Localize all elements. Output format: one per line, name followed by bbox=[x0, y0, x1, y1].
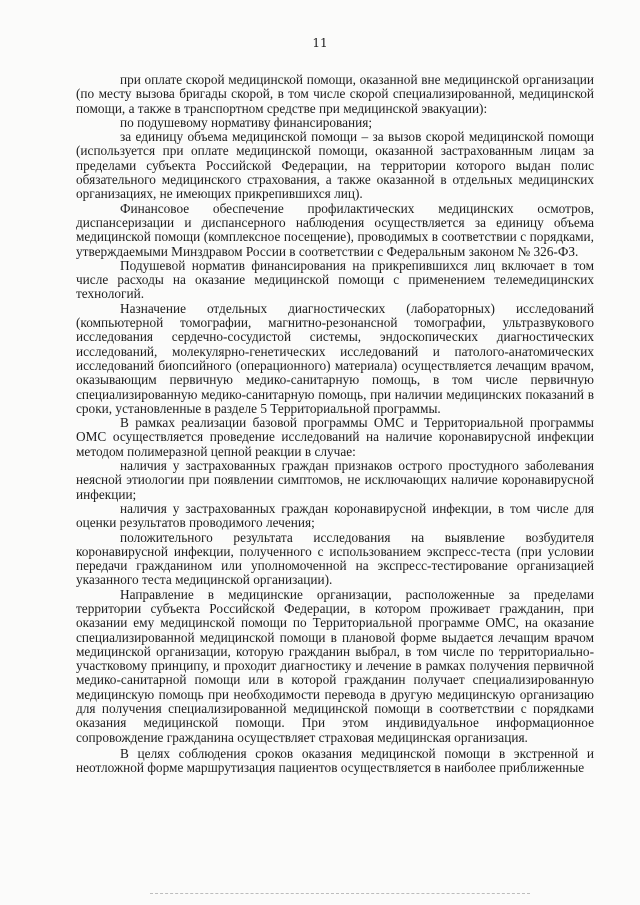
paragraph-per-capita-norm: по подушевому нормативу финансирования; bbox=[120, 114, 373, 130]
page-bottom-edge bbox=[150, 893, 530, 900]
paragraph-out-of-region-referral: Направление в медицинские организации, расположенные за пределами территории субъекта Российской Федерации, в котором проживает гражданин, при оказании ему медицинской помощи по Территориальной программе ОМС, на оказание специализированной медицинской помощи в плановой форме выдается лечащим врачом медицинской организации, которую гражданин выбрал, в том числе по территориально-участковому принципу, и проходит диагностику и лечение в рамках получения первичной медико-санитарной помощи или в которой гражданин получает специализированную медицинскую помощь при необходимости перевода в другую медицинскую организацию для получения специализированной медицинской помощи в соответствии с порядками оказания медицинской помощи. При этом индивидуальное информационное сопровождение гражданина осуществляет страховая медицинская организация. bbox=[76, 586, 594, 745]
paragraph-emergency-routing: В целях соблюдения сроков оказания медицинской помощи в экстренной и неотложной форме маршрутизация пациентов осуществляется в наиболее приближенные bbox=[76, 745, 594, 776]
paragraph-telemedicine: Подушевой норматив финансирования на прикрепившихся лиц включает в том числе расходы на оказание медицинской помощи с применением телемедицинских технологий. bbox=[76, 257, 594, 302]
paragraph-per-call-unit: за единицу объема медицинской помощи – за вызов скорой медицинской помощи (используется при оплате медицинской помощи, оказанной застрахованным лицам за пределами субъекта Российской Федерации, на территории которого выдан полис обязательного медицинского страхования, а также оказанной в отдельных медицинских организациях, не имеющих прикрепившихся лиц). bbox=[76, 129, 594, 202]
paragraph-treatment-evaluation: наличия у застрахованных граждан коронавирусной инфекции, в том числе для оценки результатов проводимого лечения; bbox=[76, 500, 594, 531]
paragraph-express-test: положительного результата исследования на выявление возбудителя коронавирусной инфекции, полученного с использованием экспресс-теста (при условии передачи гражданином или уполномоченной на экспресс-тестирование организацией указанного теста медицинской организации). bbox=[76, 529, 594, 588]
paragraph-diagnostic-referral: Назначение отдельных диагностических (лабораторных) исследований (компьютерной томографии, магнитно-резонансной томографии, ультразвукового исследования сердечно-сосудистой системы, эндоскопических диагностических исследований, молекулярно-генетических исследований и патолого-анатомических исследований биопсийного (операционного) материала) осуществляется лечащим врачом, оказывающим первичную медико-санитарную помощь, в том числе первичную специализированную медико-санитарную помощь, при наличии медицинских показаний в сроки, установленные в разделе 5 Территориальной программы. bbox=[76, 300, 594, 416]
paragraph-coronavirus-testing: В рамках реализации базовой программы ОМС и Территориальной программы ОМС осуществляется проведение исследований на наличие коронавирусной инфекции методом полимеразной цепной реакции в случае: bbox=[76, 415, 594, 459]
paragraph-ambulance-payment: при оплате скорой медицинской помощи, оказанной вне медицинской организации (по месту вызова бригады скорой, в том числе скорой специализированной, медицинской помощи, а также в транспортном средстве при медицинской эвакуации): bbox=[76, 72, 594, 116]
paragraph-cold-symptoms: наличия у застрахованных граждан признаков острого простудного заболевания неясной этиологии при появлении симптомов, не исключающих наличие коронавирусной инфекции; bbox=[76, 458, 594, 502]
document-body bbox=[76, 73, 594, 776]
page-number: 11 bbox=[312, 36, 328, 50]
paragraph-checkup-financing: Финансовое обеспечение профилактических медицинских осмотров, диспансеризации и диспансерного наблюдения осуществляется за единицу объема медицинской помощи (комплексное посещение), проводимых в соответствии с порядками, утверждаемыми Минздравом России в соответствии с Федеральным законом № 326-ФЗ. bbox=[76, 200, 594, 259]
